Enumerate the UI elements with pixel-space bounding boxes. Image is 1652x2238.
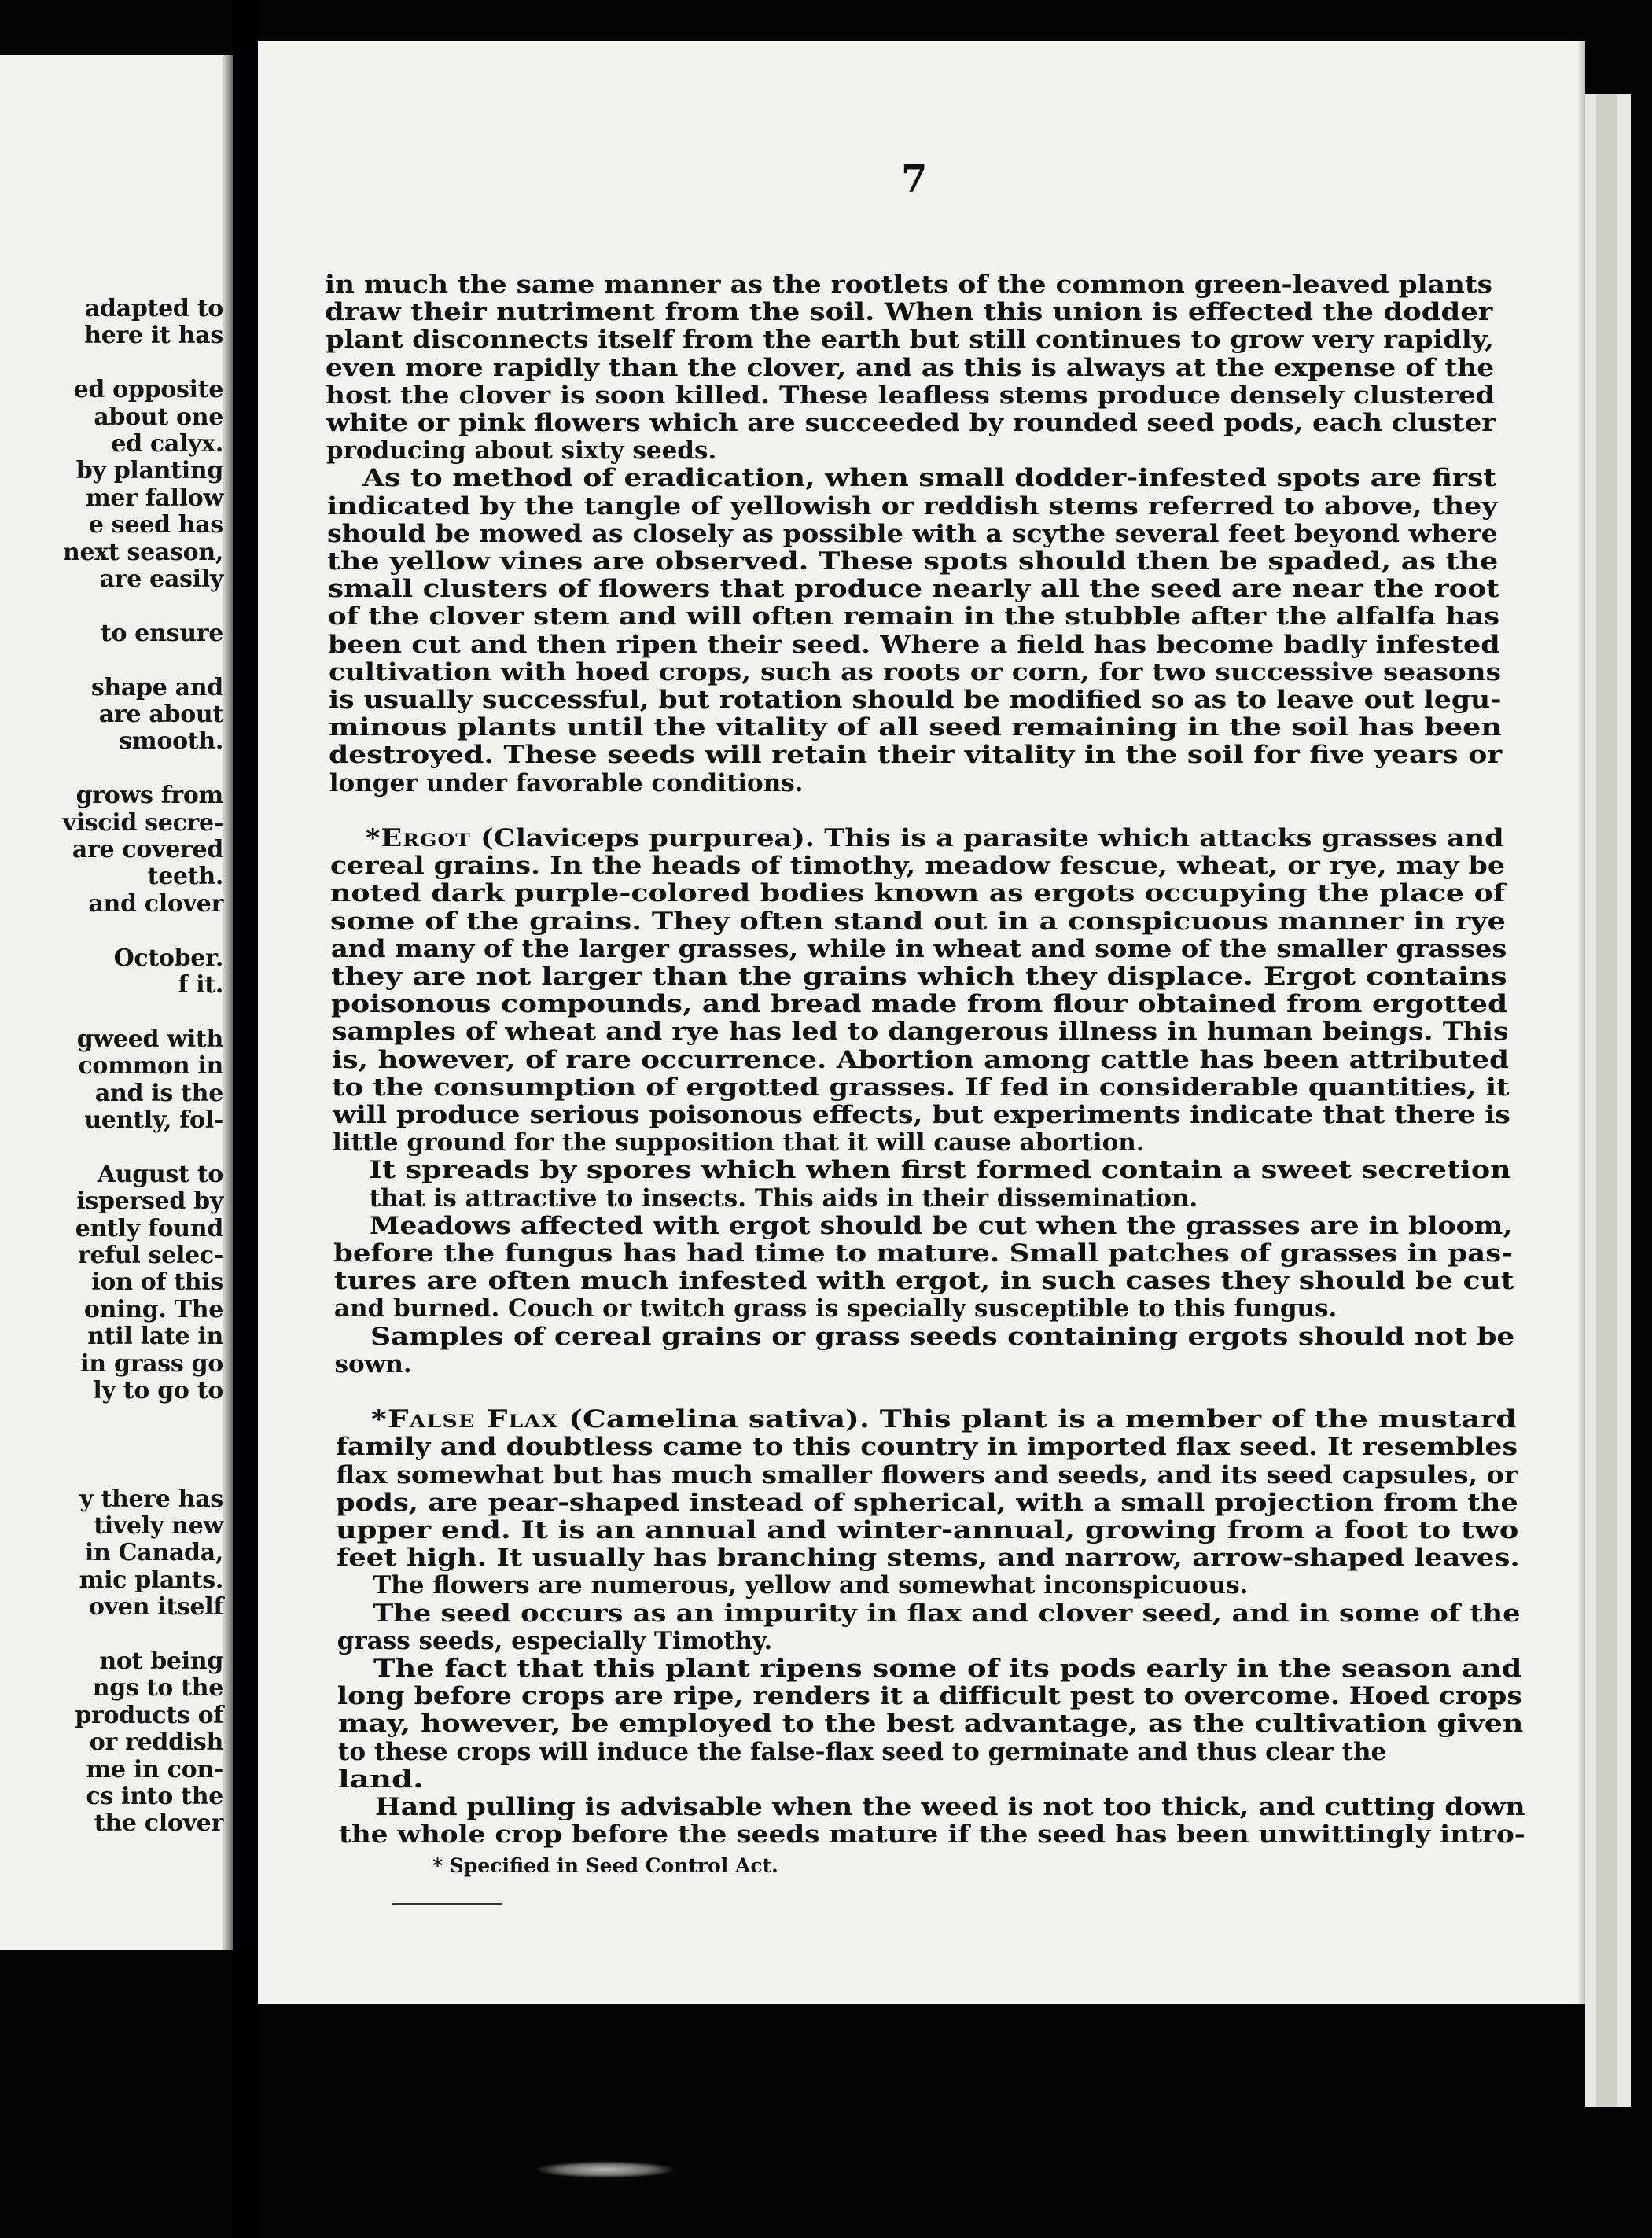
left-page-line: oning. The: [83, 1295, 223, 1323]
body-line: samples of wheat and rye has led to dangerous illness in human beings. This: [331, 1018, 1509, 1047]
body-line: should be mowed as closely as possible with a scythe several feet beyond where: [326, 519, 1498, 548]
left-page-line: oven itself: [88, 1593, 223, 1621]
body-line: feet high. It usually has branching stems, and narrow, arrow-shaped leaves.: [336, 1544, 1520, 1573]
left-page-line: are easily: [99, 565, 223, 593]
next-page-edge-shadow: [1596, 94, 1617, 2107]
page-edge: [1577, 41, 1585, 2004]
left-page-line: not being: [99, 1647, 223, 1675]
body-line: and burned. Couch or twitch grass is specially susceptible to this fungus.: [333, 1294, 1337, 1323]
body-line: sown.: [334, 1349, 412, 1379]
left-page-line: mer fallow: [85, 484, 223, 512]
entry-heading: *Ergot: [366, 824, 472, 852]
body-line: flax somewhat but has much smaller flowers and seeds, and its seed capsules, or: [335, 1460, 1518, 1489]
body-line: host the clover is soon killed. These leafless stems produce densely clustered: [326, 381, 1495, 410]
body-line: Meadows affected with ergot should be cut when the grasses are in bloom,: [369, 1211, 1513, 1240]
left-facing-page: [0, 55, 233, 1950]
body-line: poisonous compounds, and bread made from flour obtained from ergotted: [331, 990, 1508, 1019]
left-page-line: and clover: [88, 889, 223, 918]
body-line: tures are often much infested with ergot, in such cases they should be cut: [333, 1267, 1514, 1296]
body-line: small clusters of flowers that produce nearly all the seed are near the root: [327, 575, 1499, 604]
body-line: the whole crop before the seeds mature if the seed has been unwittingly intro-: [339, 1820, 1525, 1850]
body-line: may, however, be employed to the best advantage, as the cultivation given: [337, 1710, 1523, 1739]
left-page-line: ngs to the: [92, 1674, 223, 1702]
body-line: cultivation with hoed crops, such as roots or corn, for two successive seasons: [328, 657, 1501, 686]
body-line: Hand pulling is advisable when the weed is not too thick, and cutting down: [374, 1793, 1525, 1821]
body-line: producing about sixty seeds.: [326, 436, 717, 466]
page-fold: [223, 55, 233, 1950]
body-line: long before crops are ripe, renders it a difficult pest to overcome. Hoed crops: [337, 1682, 1523, 1711]
left-page-line: ed calyx.: [111, 430, 223, 458]
left-page-line: common in: [78, 1052, 223, 1080]
body-line: to the consumption of ergotted grasses. If fed in considerable quantities, it: [332, 1073, 1510, 1102]
left-page-line: by planting: [75, 457, 223, 485]
left-page-line: smooth.: [119, 727, 223, 756]
footnote: * Specified in Seed Control Act.: [432, 1854, 778, 1878]
body-line: to these crops will induce the false-flax seed to germinate and thus clear the: [338, 1737, 1387, 1766]
body-line: The flowers are numerous, yellow and somewhat inconspicuous.: [373, 1571, 1249, 1600]
main-page: [258, 41, 1585, 2004]
left-page-line: viscid secre-: [62, 808, 223, 837]
body-line: been cut and then ripen their seed. Where a field has become badly infested: [328, 630, 1500, 659]
page-number: 7: [901, 157, 928, 201]
body-line: minous plants until the vitality of all seed remaining in the soil has been: [329, 713, 1502, 742]
left-page-line: or reddish: [89, 1728, 223, 1757]
left-page-line: reful selec-: [77, 1242, 223, 1269]
left-page-line: products of: [75, 1701, 223, 1729]
body-line: little ground for the supposition that it will cause abortion.: [332, 1128, 1145, 1158]
left-page-line: ed opposite: [73, 376, 223, 404]
body-line: white or pink flowers which are succeeded by rounded seed pods, each cluster: [326, 409, 1496, 437]
left-page-line: me in con-: [86, 1755, 223, 1783]
left-page-line: cs into the: [86, 1783, 223, 1810]
body-line: that is attractive to insects. This aids in their dissemination.: [369, 1183, 1198, 1213]
body-line: land.: [338, 1765, 424, 1794]
body-line: some of the grains. They often stand out in a conspicuous manner in rye: [330, 907, 1507, 936]
body-line: Samples of cereal grains or grass seeds containing ergots should not be: [370, 1322, 1515, 1351]
left-page-line: ntil late in: [87, 1323, 223, 1351]
paper-scrap: [535, 2161, 676, 2178]
body-line: *False Flax (Camelina sativa). This plant is a member of the mustard: [371, 1405, 1517, 1434]
left-page-line: grows from: [75, 782, 223, 810]
body-line: draw their nutriment from the soil. When this union is effected the dodder: [325, 298, 1493, 327]
body-line: The fact that this plant ripens some of its pods early in the season and: [373, 1655, 1522, 1683]
body-line: grass seeds, especially Timothy.: [337, 1626, 773, 1655]
body-line: family and doubtless came to this country in imported flax seed. It resembles: [335, 1433, 1518, 1462]
left-page-line: in grass go: [80, 1349, 223, 1378]
gutter: [233, 0, 259, 2238]
left-page-line: are about: [98, 701, 223, 728]
body-line: is, however, of rare occurrence. Abortion among cattle has been attributed: [332, 1045, 1510, 1074]
body-line: *Ergot (Claviceps purpurea). This is a parasite which attacks grasses and: [366, 824, 1504, 852]
body-line: is usually successful, but rotation should be modified so as to leave out legu-: [328, 686, 1502, 714]
left-page-line: mic plants.: [79, 1566, 223, 1594]
left-page-line: and is the: [94, 1079, 223, 1107]
left-page-line: ion of this: [91, 1268, 223, 1297]
body-line: cereal grains. In the heads of timothy, meadow fescue, wheat, or rye, may be: [329, 852, 1505, 881]
left-page-line: are covered: [72, 836, 223, 863]
entry-heading: *False Flax: [371, 1405, 559, 1434]
footnote-rule: [392, 1903, 502, 1905]
left-page-line: shape and: [90, 673, 223, 701]
left-page-line: here it has: [84, 322, 223, 350]
left-page-line: October.: [113, 944, 223, 972]
body-line: As to method of eradication, when small dodder-infested spots are first: [362, 464, 1497, 493]
body-line: The seed occurs as an impurity in flax and clover seed, and in some of the: [373, 1599, 1521, 1628]
left-page-line: e seed has: [88, 511, 223, 539]
body-line: upper end. It is an annual and winter-annual, growing from a foot to two: [336, 1516, 1519, 1544]
left-page-line: next season,: [62, 538, 223, 566]
left-page-line: ispersed by: [76, 1187, 223, 1216]
left-page-line: the clover: [94, 1809, 223, 1838]
body-line: the yellow vines are observed. These spots should then be spaded, as the: [327, 547, 1499, 576]
body-line: indicated by the tangle of yellowish or reddish stems referred to above, they: [326, 491, 1497, 521]
left-page-line: in Canada,: [84, 1539, 223, 1567]
body-line: destroyed. These seeds will retain their vitality in the soil for five years or: [329, 741, 1503, 770]
left-page-line: teeth.: [147, 863, 223, 891]
left-page-line: gweed with: [76, 1025, 223, 1053]
left-page-line: uently, fol-: [84, 1106, 223, 1134]
body-line: plant disconnects itself from the earth but still continues to grow very rapidly,: [325, 326, 1494, 355]
left-page-line: f it.: [178, 971, 223, 999]
left-page-line: about one: [94, 403, 223, 431]
left-page-line: tively new: [94, 1512, 223, 1540]
body-line: pods, are pear-shaped instead of spherical, with a small projection from the: [336, 1488, 1518, 1517]
body-line: they are not larger than the grains which they displace. Ergot contains: [331, 963, 1507, 991]
left-page-line: y there has: [79, 1485, 223, 1513]
body-line: It spreads by spores which when first formed contain a sweet secretion: [369, 1156, 1511, 1185]
body-line: will produce serious poisonous effects, but experiments indicate that there is: [332, 1101, 1510, 1129]
left-page-line: ently found: [75, 1214, 223, 1242]
body-line: even more rapidly than the clover, and as this is always at the expense of the: [325, 353, 1495, 382]
body-line: in much the same manner as the rootlets of the common green-leaved plants: [325, 271, 1492, 299]
body-line: longer under favorable conditions.: [329, 768, 804, 797]
left-page-line: to ensure: [100, 619, 223, 647]
body-line: and many of the larger grasses, while in wheat and some of the smaller grasses: [330, 934, 1507, 963]
left-page-line: August to: [97, 1160, 223, 1188]
left-page-line: ly to go to: [93, 1377, 223, 1404]
left-page-line: adapted to: [84, 295, 223, 322]
body-line: noted dark purple-colored bodies known as ergots occupying the place of: [330, 879, 1506, 908]
body-line: of the clover stem and will often remain in the stubble after the alfalfa has: [327, 602, 1499, 631]
body-line: before the fungus has had time to mature. Small patches of grasses in pas-: [333, 1239, 1514, 1268]
